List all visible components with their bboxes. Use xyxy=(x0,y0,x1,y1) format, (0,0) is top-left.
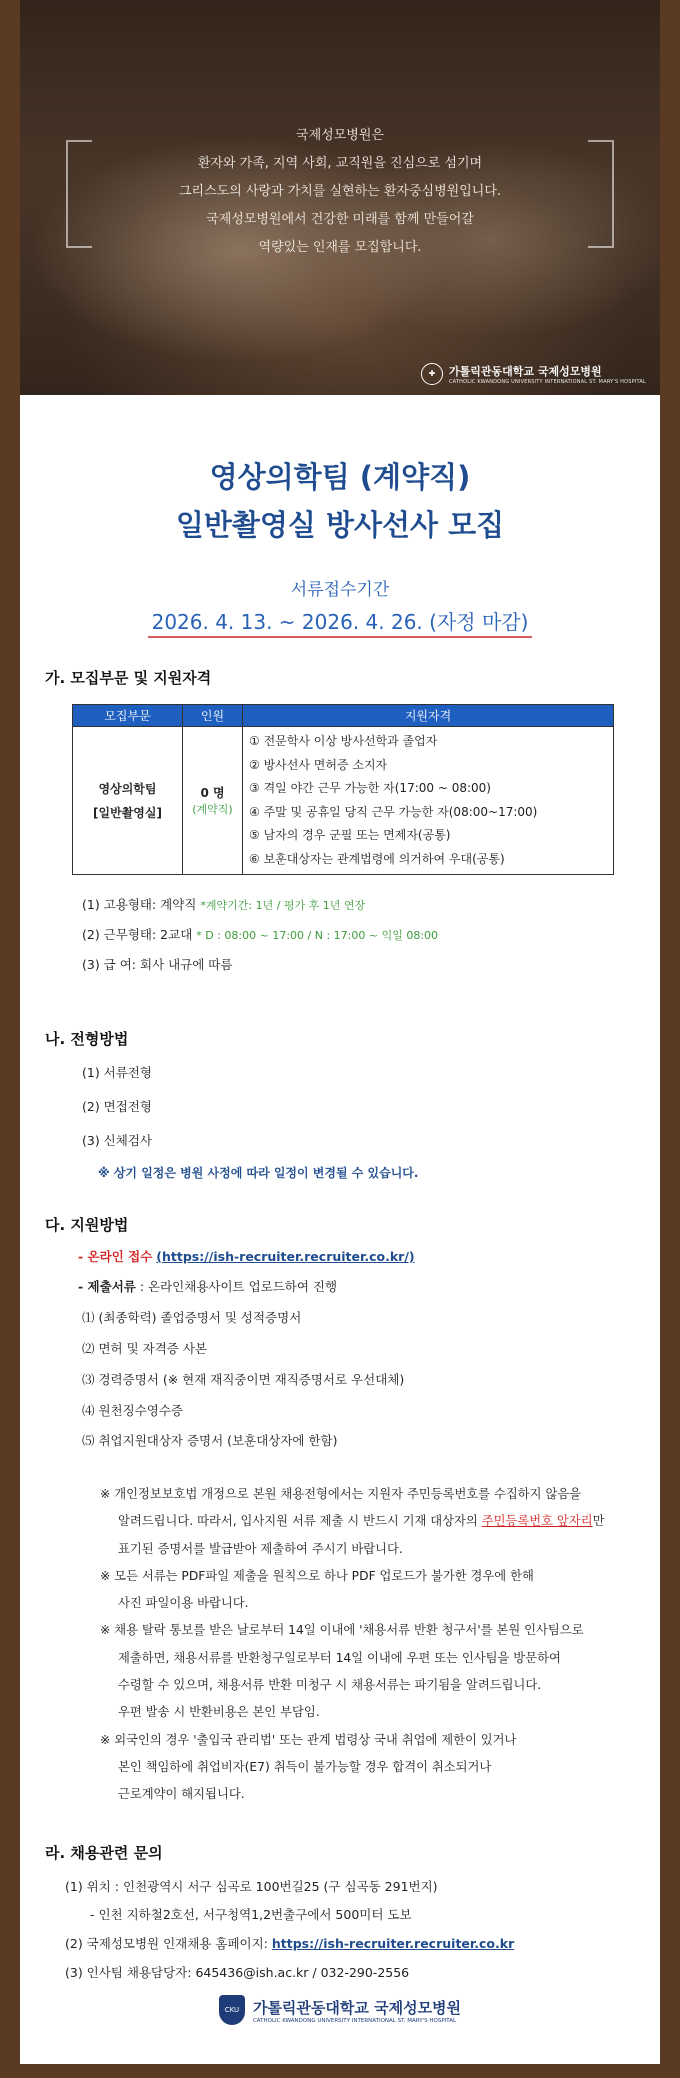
hero-line: 역량있는 인재를 모집합니다. xyxy=(258,240,422,255)
work-type-note: * D : 08:00 ~ 17:00 / N : 17:00 ~ 익일 08:00 xyxy=(196,929,439,942)
requirements-table xyxy=(72,704,614,875)
required-docs-desc: : 온라인채용사이트 업로드하여 진행 xyxy=(139,1279,338,1294)
qualifications-cell xyxy=(243,727,614,875)
hospital-logo xyxy=(421,363,646,385)
note-line: 근로계약이 해지됩니다. xyxy=(118,1787,245,1802)
note-line: 표기된 증명서를 발급받아 제출하여 주시기 바랍니다. xyxy=(118,1541,403,1556)
note-line: 사진 파일이용 바랍니다. xyxy=(118,1596,249,1611)
qualification-item: ⑥ 보훈대상자는 관계법령에 의거하여 우대(공통) xyxy=(249,851,505,866)
hospital-logo-sub: CATHOLIC KWANDONG UNIVERSITY INTERNATIONAL ST. MARY'S HOSPITAL xyxy=(448,379,646,385)
location-directions: - 인천 지하철2호선, 서구청역1,2번출구에서 500미터 도보 xyxy=(90,1907,412,1922)
qualification-item: ⑤ 남자의 경우 군필 또는 면제자(공통) xyxy=(249,828,451,842)
table-row xyxy=(73,727,614,875)
section-heading-ra: 라. 채용관련 문의 xyxy=(45,1844,163,1862)
recruit-site-label: (2) 국제성모병원 인재채용 홈페이지: xyxy=(65,1936,268,1951)
doc-item: ⑴ (최종학력) 졸업증명서 및 성적증명서 xyxy=(82,1310,302,1325)
hero-message xyxy=(20,122,660,262)
footer-logo-sub: CATHOLIC KWANDONG UNIVERSITY INTERNATIONAL ST. MARY'S HOSPITAL xyxy=(252,2017,457,2024)
footer-logo xyxy=(20,1995,660,2025)
title-line-2: 일반촬영실 방사선사 모집 xyxy=(175,508,505,542)
table-header-cell: 인원 xyxy=(183,705,243,727)
doc-item: ⑸ 취업지원대상자 증명서 (보훈대상자에 한함) xyxy=(82,1433,338,1448)
employment-type-text: (1) 고용형태: 계약직 xyxy=(82,897,197,912)
note-line: 우편 발송 시 반환비용은 본인 부담임. xyxy=(118,1705,320,1720)
note-line: ※ 외국인의 경우 '출입국 관리법' 또는 관계 법령상 국내 취업에 제한이 있거나 xyxy=(100,1732,517,1747)
period-dates: 2026. 4. 13. ~ 2026. 4. 26. (자정 마감) xyxy=(148,610,533,638)
hero-banner xyxy=(20,0,660,395)
note-line: ※ 모든 서류는 PDF파일 제출을 원칙으로 하나 PDF 업로드가 불가한 경우에 한해 xyxy=(100,1568,534,1583)
salary: (3) 급 여: 회사 내규에 따름 xyxy=(82,957,233,972)
doc-item: ⑶ 경력증명서 (※ 현재 재직중이면 재직증명서로 우선대체) xyxy=(82,1372,405,1387)
qualification-item: ④ 주말 및 공휴일 당직 근무 가능한 자(08:00~17:00) xyxy=(249,804,538,819)
employment-type xyxy=(82,895,365,913)
qualification-item: ② 방사선사 면허증 소지자 xyxy=(249,757,388,772)
dept-name: 영상의학팀 xyxy=(98,781,157,796)
location: (1) 위치 : 인천광역시 서구 심곡로 100번길25 (구 심곡동 291번지) xyxy=(65,1879,438,1894)
dept-unit: [일반촬영실] xyxy=(93,805,162,820)
recruit-site xyxy=(65,1934,514,1952)
section-heading-na: 나. 전형방법 xyxy=(45,1030,129,1048)
title-line-1: 영상의학팀 (계약직) xyxy=(209,460,471,494)
table-header-cell: 지원자격 xyxy=(243,705,614,727)
online-apply-link[interactable]: (https://ish-recruiter.recruiter.co.kr/) xyxy=(156,1249,415,1264)
note-line: 제출하면, 채용서류를 반환청구일로부터 14일 이내에 우편 또는 인사팀을 방문하여 xyxy=(118,1650,561,1665)
note-line: 수령할 수 있으며, 채용서류 반환 미청구 시 채용서류는 파기됨을 알려드립니다. xyxy=(118,1678,542,1693)
section-heading-ga: 가. 모집부문 및 지원자격 xyxy=(45,669,212,687)
note-text: 만 xyxy=(592,1514,605,1529)
doc-item: ⑵ 면허 및 자격증 사본 xyxy=(82,1341,207,1356)
page-title xyxy=(20,453,660,549)
selection-step: (1) 서류전형 xyxy=(82,1065,152,1080)
privacy-note xyxy=(100,1481,604,1809)
footer-logo-name: 가톨릭관동대학교 국제성모병원 xyxy=(252,1998,462,2017)
table-header-cell: 모집부문 xyxy=(73,705,183,727)
hero-line: 그리스도의 사랑과 가치를 실현하는 환자중심병원입니다. xyxy=(178,184,502,199)
period-value xyxy=(20,606,660,635)
qualification-item: ① 전문학사 이상 방사선학과 졸업자 xyxy=(249,734,438,748)
note-line: ※ 개인정보보호법 개정으로 본원 채용전형에서는 지원자 주민등록번호를 수집하지 않음을 xyxy=(100,1487,582,1501)
note-emphasis: 주민등록번호 앞자리 xyxy=(481,1514,593,1529)
hero-line: 국제성모병원에서 건강한 미래를 함께 만들어갈 xyxy=(206,212,474,227)
notice-content xyxy=(20,395,660,2024)
note-line: 본인 책임하에 취업비자(E7) 취득이 불가능할 경우 합격이 취소되거나 xyxy=(118,1759,492,1774)
doc-item: ⑷ 원천징수영수증 xyxy=(82,1403,183,1418)
hospital-emblem-icon: CKU xyxy=(219,1995,245,2025)
employment-type-note: *계약기간: 1년 / 평가 후 1년 연장 xyxy=(200,899,366,912)
note-line xyxy=(100,1508,604,1535)
qualification-item: ③ 격일 야간 근무 가능한 자(17:00 ~ 08:00) xyxy=(249,781,491,795)
hr-contact: (3) 인사팀 채용담당자: 645436@ish.ac.kr / 032-290-2556 xyxy=(65,1965,410,1980)
hero-line: 환자와 가족, 지역 사회, 교직원을 진심으로 섬기며 xyxy=(197,156,483,171)
section-heading-da: 다. 지원방법 xyxy=(45,1216,129,1234)
selection-step: (3) 신체검사 xyxy=(82,1133,152,1148)
required-docs-label: - 제출서류 xyxy=(78,1279,136,1294)
period-label: 서류접수기간 xyxy=(290,580,390,600)
hospital-logo-name: 가톨릭관동대학교 국제성모병원 xyxy=(448,365,602,378)
table-header-row xyxy=(73,705,614,727)
count-cell xyxy=(183,727,243,875)
work-type-text: (2) 근무형태: 2교대 xyxy=(82,927,193,942)
hero-line: 국제성모병원은 xyxy=(296,128,384,143)
schedule-note: ※ 상기 일정은 병원 사정에 따라 일정이 변경될 수 있습니다. xyxy=(98,1166,419,1180)
hospital-emblem-icon: ✚ xyxy=(421,363,443,385)
selection-step: (2) 면접전형 xyxy=(82,1099,152,1114)
online-apply xyxy=(78,1247,415,1265)
dept-cell xyxy=(73,727,183,875)
required-docs xyxy=(78,1277,337,1295)
work-type xyxy=(82,925,438,943)
recruit-site-link[interactable]: https://ish-recruiter.recruiter.co.kr xyxy=(271,1936,515,1951)
online-apply-label: - 온라인 접수 xyxy=(78,1249,153,1264)
note-line: ※ 채용 탈락 통보를 받은 날로부터 14일 이내에 '채용서류 반환 청구서'를 본원 인사팀으로 xyxy=(100,1623,584,1638)
headcount-note: (계약직) xyxy=(192,803,233,816)
headcount: 0 명 xyxy=(200,786,225,800)
note-text: 알려드립니다. 따라서, 입사지원 서류 제출 시 반드시 기재 대상자의 xyxy=(118,1514,478,1529)
